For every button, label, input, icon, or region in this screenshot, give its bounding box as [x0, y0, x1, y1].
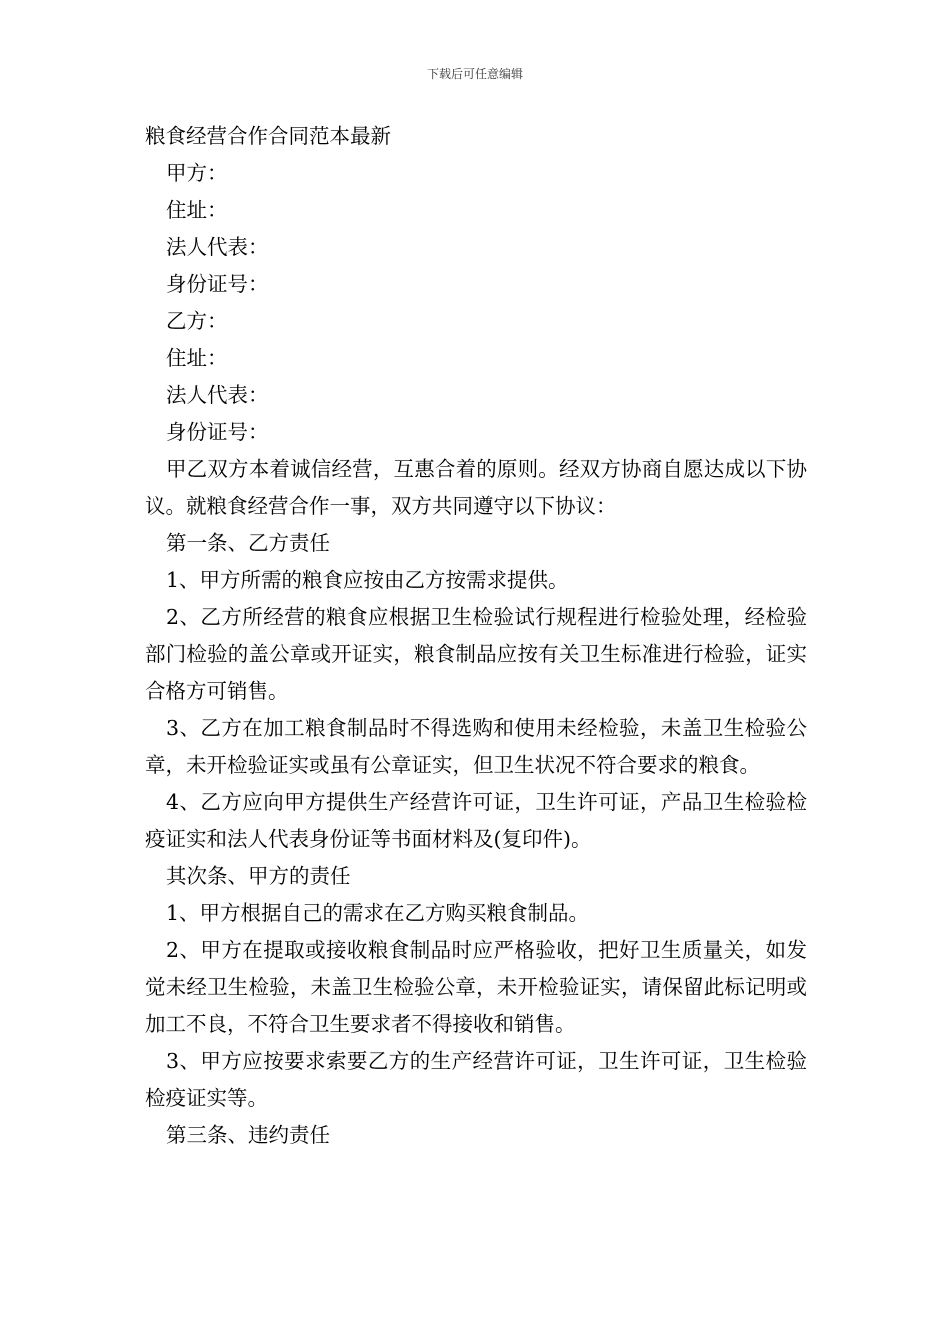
section-heading: 其次条、甲方的责任 — [166, 864, 351, 888]
document-body — [145, 118, 807, 1154]
party-info — [145, 155, 807, 451]
document-title: 粮食经营合作合同范本最新 — [145, 124, 391, 148]
clause-paragraph: 2、甲方在提取或接收粮食制品时应严格验收，把好卫生质量关，如发觉未经卫生检验，未盖卫生检验公章，未开检验证实，请保留此标记明或加工不良，不符合卫生要求者不得接收和销售。 — [145, 938, 807, 1036]
party-b-label: 乙方： — [166, 309, 228, 333]
contract-clauses — [145, 451, 807, 1154]
party-a-label: 甲方： — [166, 161, 228, 185]
party-a-address: 住址： — [166, 198, 228, 222]
party-a-id-number: 身份证号： — [166, 272, 269, 296]
clause-paragraph: 3、甲方应按要求索要乙方的生产经营许可证，卫生许可证，卫生检验检疫证实等。 — [145, 1049, 807, 1110]
preamble-paragraph: 甲乙双方本着诚信经营，互惠合着的原则。经双方协商自愿达成以下协议。就粮食经营合作一事，双方共同遵守以下协议： — [145, 457, 807, 518]
party-b-address: 住址： — [166, 346, 228, 370]
clause-paragraph: 2、乙方所经营的粮食应根据卫生检验试行规程进行检验处理，经检验部门检验的盖公章或开证实，粮食制品应按有关卫生标准进行检验，证实合格方可销售。 — [145, 605, 807, 703]
party-a-legal-rep: 法人代表： — [166, 235, 269, 259]
clause-paragraph: 1、甲方根据自己的需求在乙方购买粮食制品。 — [166, 901, 590, 925]
section-heading: 第一条、乙方责任 — [166, 531, 330, 555]
party-b-id-number: 身份证号： — [166, 420, 269, 444]
header-note: 下载后可任意编辑 — [426, 67, 523, 81]
clause-paragraph: 3、乙方在加工粮食制品时不得选购和使用未经检验，未盖卫生检验公章，未开检验证实或虽有公章证实，但卫生状况不符合要求的粮食。 — [145, 716, 807, 777]
section-heading: 第三条、违约责任 — [166, 1123, 330, 1147]
clause-paragraph: 1、甲方所需的粮食应按由乙方按需求提供。 — [166, 568, 569, 592]
party-b-legal-rep: 法人代表： — [166, 383, 269, 407]
clause-paragraph: 4、乙方应向甲方提供生产经营许可证，卫生许可证，产品卫生检验检疫证实和法人代表身份证等书面材料及(复印件)。 — [145, 790, 807, 851]
